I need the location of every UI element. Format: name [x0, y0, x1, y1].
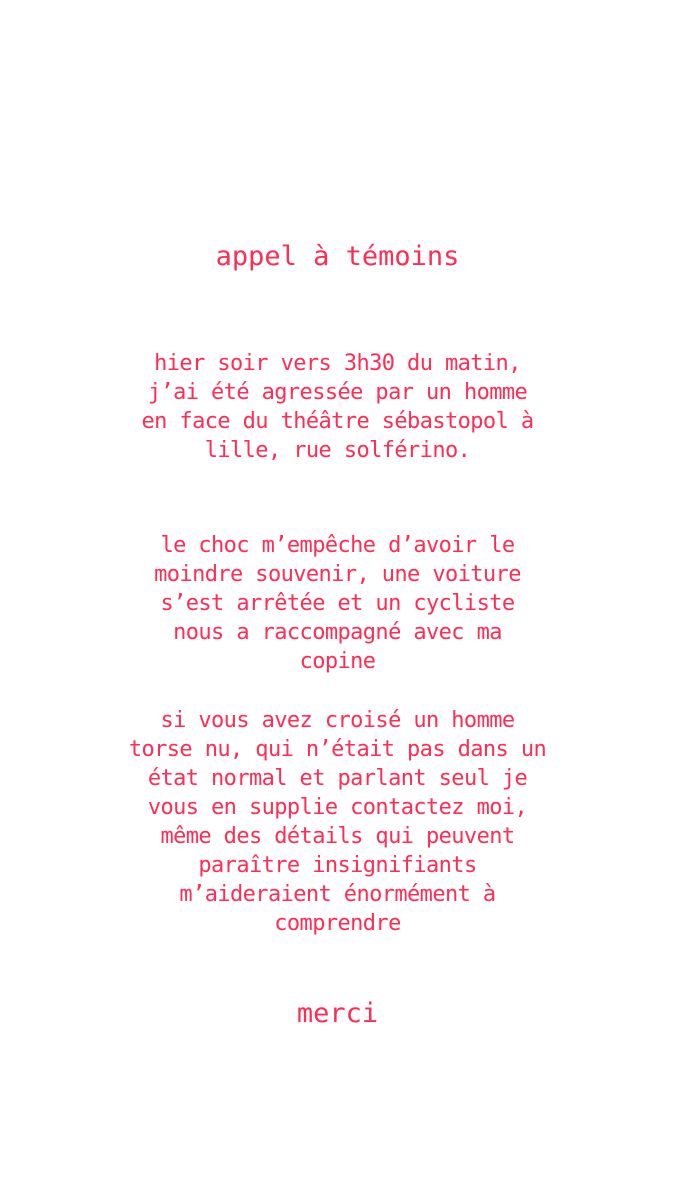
story-paragraph-incident: hier soir vers 3h30 du matin, j’ai été agressée par un homme en face du théâtre sébastopol à lille, rue solférino.: [141, 351, 534, 463]
story-title: appel à témoins: [215, 241, 460, 272]
story-paragraph-memory: le choc m’empêche d’avoir le moindre souvenir, une voiture s’est arrêtée et un cycliste nous a raccompagné avec ma copine: [154, 533, 521, 674]
story-paragraph-appeal: si vous avez croisé un homme torse nu, qui n’était pas dans un état normal et parlant seul je vous en supplie contactez moi, même des détails qui peuvent paraître insignifiants m’aideraient énormément à comprendre: [128, 708, 547, 936]
story-closing: merci: [296, 998, 379, 1029]
